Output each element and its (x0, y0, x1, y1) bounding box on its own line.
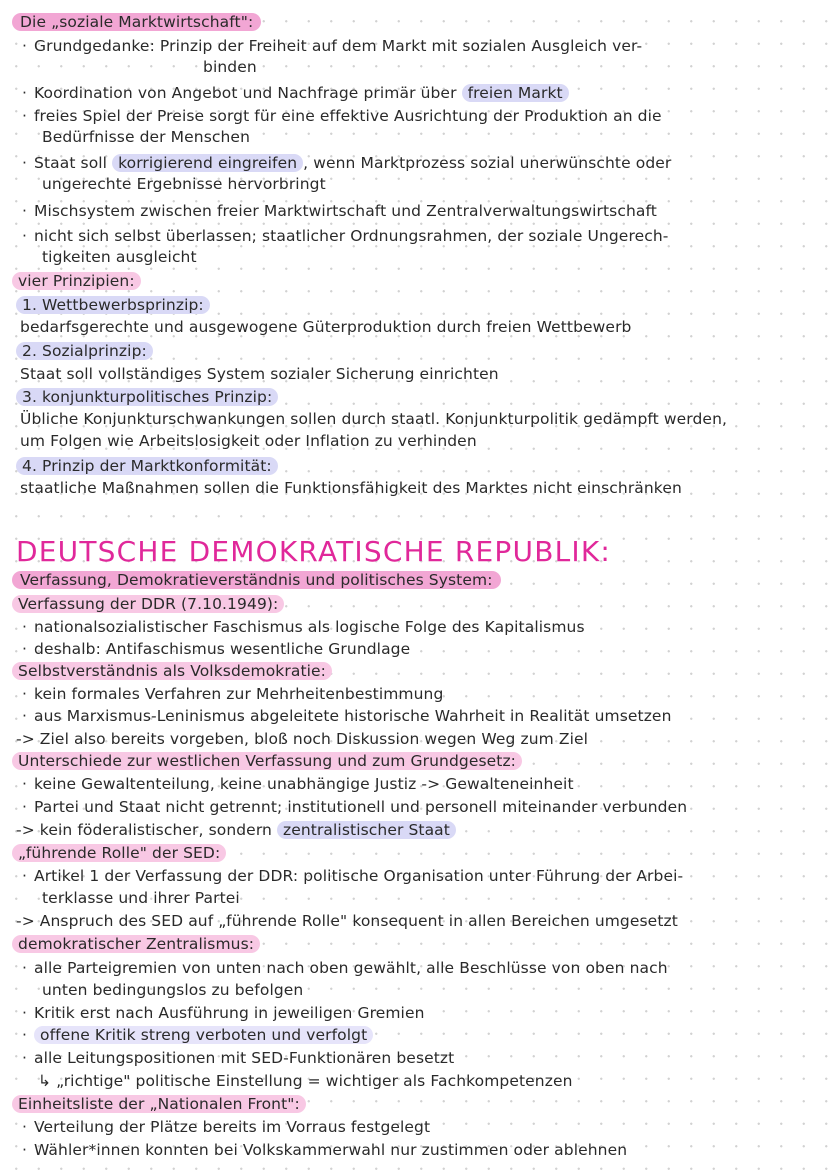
heading-zentralismus: demokratischer Zentralismus: (12, 934, 260, 954)
bullet-mehrheit: · kein formales Verfahren zur Mehrheitenbestimmung (22, 685, 444, 703)
principle-2-label: 2. Sozialprinzip: (16, 341, 153, 361)
bullet-partei-staat: · Partei und Staat nicht getrennt; institutionell und personell miteinander verbunden (22, 798, 688, 816)
principle-3-text-cont: um Folgen wie Arbeitslosigkeit oder Inflation zu verhinden (20, 432, 477, 450)
bullet-leitungspositionen: · alle Leitungspositionen mit SED-Funktionären besetzt (22, 1049, 455, 1067)
ddr-subtitle: Verfassung, Demokratieverständnis und politisches System: (12, 570, 501, 590)
bullet-staat-korrigierend: · Staat soll korrigierend eingreifen , wenn Marktprozess sozial unerwünschte oder (22, 154, 672, 172)
bullet-parteigremien-cont: unten bedingungslos zu befolgen (42, 981, 304, 999)
heading-verfassung: Verfassung der DDR (7.10.1949): (12, 594, 284, 614)
principle-4-label: 4. Prinzip der Marktkonformität: (16, 456, 278, 476)
bullet-preise-cont: Bedürfnisse der Menschen (42, 128, 250, 146)
principle-3-text: Übliche Konjunkturschwankungen sollen durch staatl. Konjunkturpolitik gedämpft werden, (20, 410, 728, 428)
heading-unterschiede: Unterschiede zur westlichen Verfassung und zum Grundgesetz: (12, 751, 522, 771)
bullet-marxismus: · aus Marxismus-Leninismus abgeleitete historische Wahrheit in Realität umsetzen (22, 707, 672, 725)
bullet-grundgedanke: · Grundgedanke: Prinzip der Freiheit auf dem Markt mit sozialen Ausgleich ver- (22, 37, 643, 55)
arrow-zentralistisch: -> kein föderalistischer, sondern zentralistischer Staat (16, 820, 456, 840)
sub-einstellung: ↳ „richtige" politische Einstellung = wichtiger als Fachkompetenzen (38, 1072, 573, 1090)
arrow-anspruch: -> Anspruch des SED auf „führende Rolle" konsequent in allen Bereichen umgesetzt (16, 912, 678, 930)
heading-einheitsliste: Einheitsliste der „Nationalen Front": (12, 1094, 306, 1114)
bullet-mischsystem: · Mischsystem zwischen freier Marktwirtschaft und Zentralverwaltungswirtschaft (22, 202, 657, 220)
heading-soziale-marktwirtschaft: Die „soziale Marktwirtschaft": (12, 12, 261, 32)
bullet-ordnungsrahmen: · nicht sich selbst überlassen; staatlicher Ordnungsrahmen, der soziale Ungerech- (22, 227, 669, 245)
heading-fuehrende-rolle: „führende Rolle" der SED: (12, 843, 226, 863)
principle-1-text: bedarfsgerechte und ausgewogene Güterproduktion durch freien Wettbewerb (20, 318, 632, 336)
heading-vier-prinzipien: vier Prinzipien: (12, 271, 141, 291)
bullet-grundgedanke-cont: binden (203, 58, 257, 76)
bullet-koordination: · Koordination von Angebot und Nachfrage primär über freien Markt (22, 83, 569, 103)
arrow-ziel: -> Ziel also bereits vorgeben, bloß noch Diskussion wegen Weg zum Ziel (16, 730, 589, 748)
bullet-gewaltenteilung: · keine Gewaltenteilung, keine unabhängige Justiz -> Gewalteneinheit (22, 775, 574, 793)
ddr-title: DEUTSCHE DEMOKRATISCHE REPUBLIK: (16, 535, 612, 568)
bullet-faschismus: · nationalsozialistischer Faschismus als logische Folge des Kapitalismus (22, 618, 585, 636)
bullet-offene-kritik: · offene Kritik streng verboten und verfolgt (22, 1025, 373, 1045)
heading-volksdemokratie: Selbstverständnis als Volksdemokratie: (12, 661, 332, 681)
bullet-waehler: · Wähler*innen konnten bei Volkskammerwahl nur zustimmen oder ablehnen (22, 1141, 628, 1159)
bullet-preise: · freies Spiel der Preise sorgt für eine effektive Ausrichtung der Produktion an die (22, 107, 662, 125)
bullet-verteilung: · Verteilung der Plätze bereits im Vorraus festgelegt (22, 1118, 431, 1136)
bullet-artikel-1: · Artikel 1 der Verfassung der DDR: politische Organisation unter Führung der Arbei- (22, 867, 684, 885)
principle-3-label: 3. konjunkturpolitisches Prinzip: (16, 387, 278, 407)
bullet-staat-korrigierend-cont: ungerechte Ergebnisse hervorbringt (42, 175, 326, 193)
bullet-kritik: · Kritik erst nach Ausführung in jeweiligen Gremien (22, 1004, 425, 1022)
bullet-parteigremien: · alle Parteigremien von unten nach oben gewählt, alle Beschlüsse von oben nach (22, 959, 668, 977)
bullet-antifaschismus: · deshalb: Antifaschismus wesentliche Grundlage (22, 640, 411, 658)
principle-1-label: 1. Wettbewerbsprinzip: (16, 295, 210, 315)
bullet-artikel-1-cont: terklasse und ihrer Partei (42, 889, 240, 907)
bullet-ordnungsrahmen-cont: tigkeiten ausgleicht (42, 248, 197, 266)
principle-4-text: staatliche Maßnahmen sollen die Funktionsfähigkeit des Marktes nicht einschränken (20, 479, 682, 497)
principle-2-text: Staat soll vollständiges System sozialer Sicherung einrichten (20, 365, 499, 383)
